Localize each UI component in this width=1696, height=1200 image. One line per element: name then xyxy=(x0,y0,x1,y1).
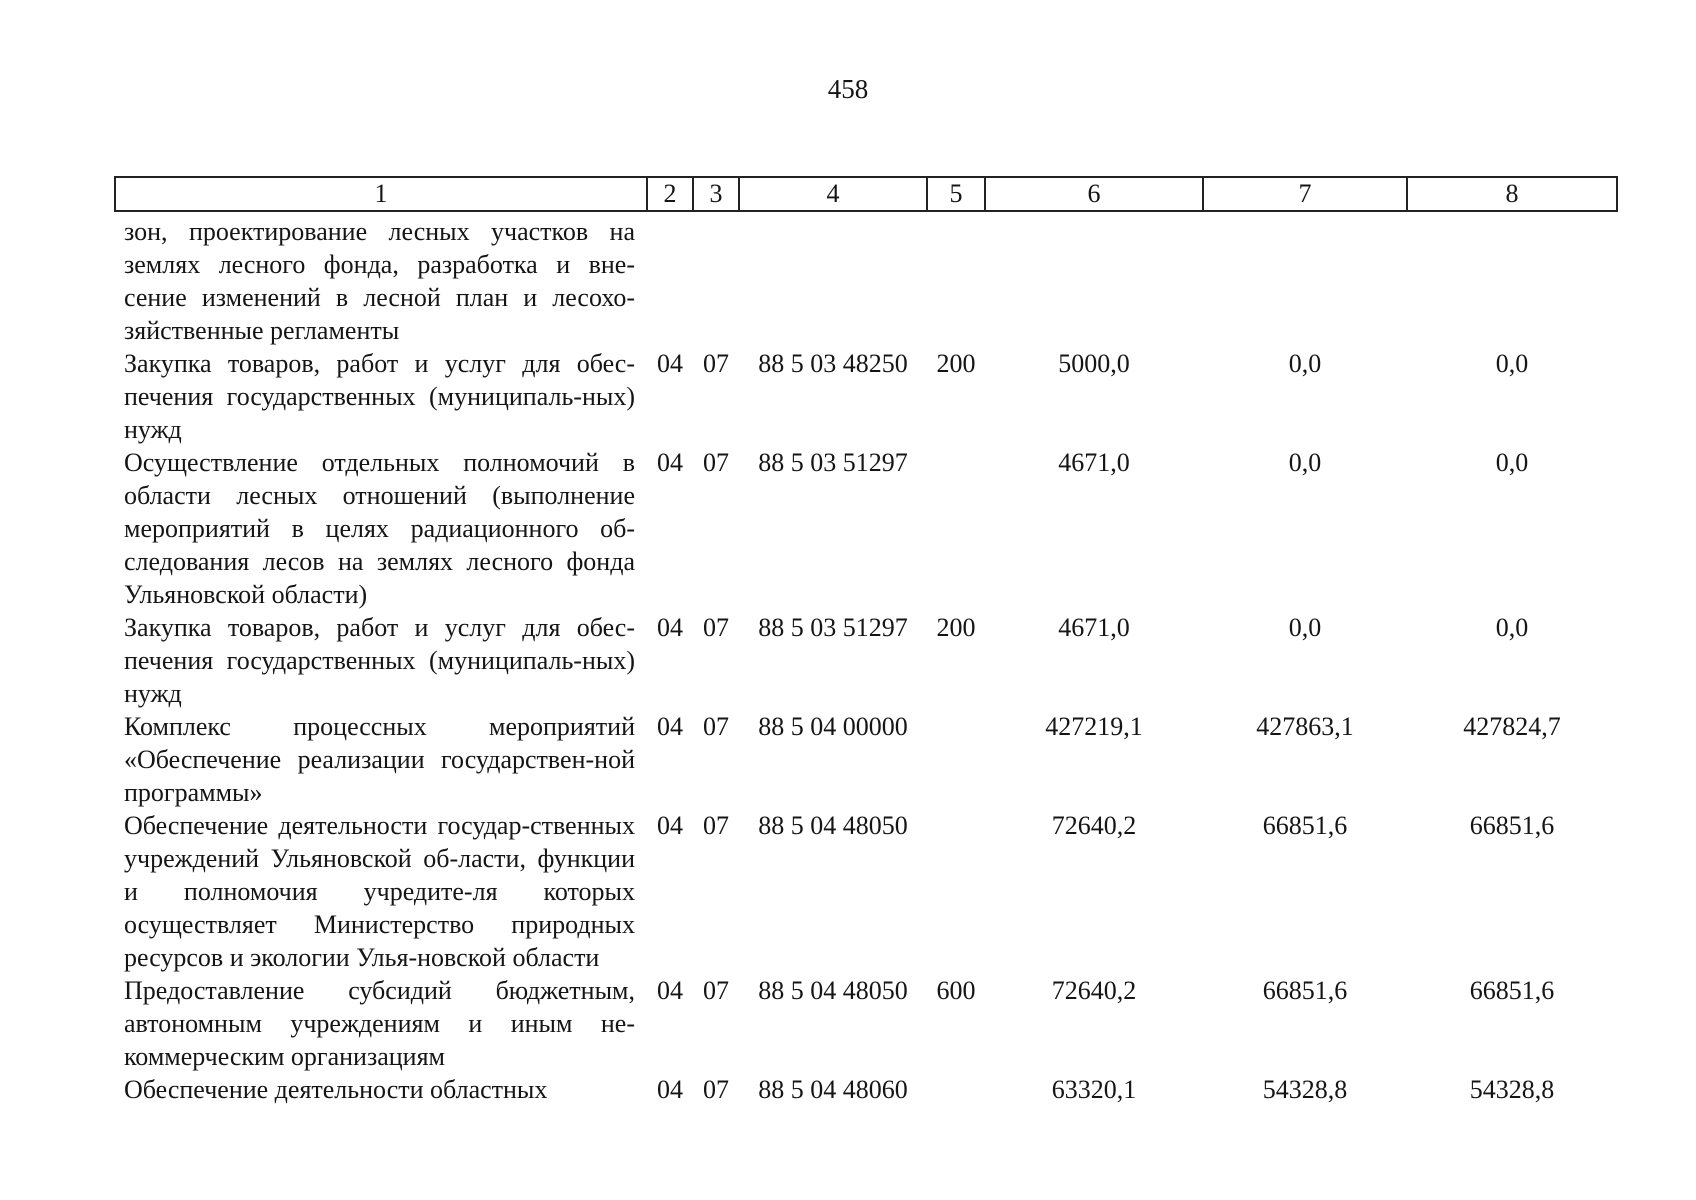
row-amount-2: 427863,1 xyxy=(1256,712,1354,741)
column-header-7: 7 xyxy=(1203,177,1407,211)
table-row xyxy=(115,347,1617,446)
table-row xyxy=(115,1073,1617,1106)
row-amount-3: 66851,6 xyxy=(1469,976,1555,1005)
column-header-5: 5 xyxy=(927,177,985,211)
row-subsection: 07 xyxy=(703,349,729,378)
row-expense-type xyxy=(927,809,985,974)
row-section: 04 xyxy=(657,712,683,741)
row-amount-3: 54328,8 xyxy=(1469,1075,1555,1104)
row-name: Закупка товаров, работ и услуг для обес-печения государственных (муниципаль-ных) нужд xyxy=(124,613,635,708)
table-row xyxy=(115,215,1617,347)
table-row xyxy=(115,710,1617,809)
row-amount-1: 72640,2 xyxy=(1051,811,1137,840)
row-amount-3 xyxy=(1407,215,1617,347)
table-row xyxy=(115,446,1617,611)
row-amount-3: 66851,6 xyxy=(1469,811,1555,840)
row-target-code xyxy=(739,215,927,347)
page-number: 458 xyxy=(827,74,869,104)
column-header-6: 6 xyxy=(985,177,1203,211)
row-amount-1: 63320,1 xyxy=(1051,1075,1137,1104)
row-section: 04 xyxy=(657,349,683,378)
row-expense-type xyxy=(927,1073,985,1106)
row-subsection: 07 xyxy=(703,613,729,642)
row-name: Комплекс процессных мероприятий «Обеспечение реализации государствен-ной программы» xyxy=(124,712,635,807)
row-target-code: 88 5 04 48050 xyxy=(758,811,908,840)
table-row xyxy=(115,809,1617,974)
row-subsection: 07 xyxy=(703,712,729,741)
row-name: Закупка товаров, работ и услуг для обес-печения государственных (муниципаль-ных) нужд xyxy=(124,349,635,444)
row-section: 04 xyxy=(657,448,683,477)
row-name: зон, проектирование лесных участков на землях лесного фонда, разработка и вне-сение изменений в лесной план и лесохо-зяйственные регламенты xyxy=(124,217,635,345)
row-name: Обеспечение деятельности областных xyxy=(124,1075,548,1104)
row-subsection: 07 xyxy=(703,976,729,1005)
header-row xyxy=(115,177,1617,211)
row-amount-1 xyxy=(985,215,1203,347)
column-header-2: 2 xyxy=(647,177,693,211)
row-target-code: 88 5 04 48050 xyxy=(758,976,908,1005)
column-header-8: 8 xyxy=(1407,177,1617,211)
row-name: Обеспечение деятельности государ-ственных учреждений Ульяновской об-ласти, функции и полномочия учредите-ля которых осуществляет Министерство природных ресурсов и экологии Улья-новской области xyxy=(124,811,635,972)
row-subsection: 07 xyxy=(703,1075,729,1104)
row-target-code: 88 5 03 51297 xyxy=(758,613,908,642)
row-name: Предоставление субсидий бюджетным, автономным учреждениям и иным не-коммерческим организациям xyxy=(124,976,635,1071)
row-section: 04 xyxy=(657,976,683,1005)
row-amount-2: 0,0 xyxy=(1288,448,1322,477)
row-expense-type xyxy=(927,215,985,347)
row-section: 04 xyxy=(657,613,683,642)
row-amount-2: 54328,8 xyxy=(1262,1075,1348,1104)
row-amount-3: 0,0 xyxy=(1495,613,1529,642)
row-amount-1: 72640,2 xyxy=(1051,976,1137,1005)
row-section: 04 xyxy=(657,1075,683,1104)
row-subsection: 07 xyxy=(703,811,729,840)
table-row xyxy=(115,611,1617,710)
row-target-code: 88 5 04 48060 xyxy=(758,1075,908,1104)
row-expense-type: 200 xyxy=(936,349,976,378)
row-amount-2: 0,0 xyxy=(1288,349,1322,378)
row-target-code: 88 5 03 51297 xyxy=(758,448,908,477)
row-section xyxy=(647,215,693,347)
row-amount-3: 0,0 xyxy=(1495,349,1529,378)
row-target-code: 88 5 04 00000 xyxy=(758,712,908,741)
row-subsection xyxy=(693,215,739,347)
row-name: Осуществление отдельных полномочий в области лесных отношений (выполнение мероприятий в целях радиационного об-следования лесов на землях лесного фонда Ульяновской области) xyxy=(124,448,635,609)
row-amount-1: 4671,0 xyxy=(1058,613,1130,642)
budget-table xyxy=(114,176,1618,1106)
row-amount-1: 4671,0 xyxy=(1058,448,1130,477)
row-expense-type: 200 xyxy=(936,613,976,642)
row-amount-2 xyxy=(1203,215,1407,347)
row-target-code: 88 5 03 48250 xyxy=(758,349,908,378)
row-amount-2: 0,0 xyxy=(1288,613,1322,642)
table-row xyxy=(115,974,1617,1073)
row-expense-type xyxy=(927,710,985,809)
row-amount-3: 427824,7 xyxy=(1463,712,1561,741)
row-amount-1: 5000,0 xyxy=(1058,349,1130,378)
row-amount-3: 0,0 xyxy=(1495,448,1529,477)
row-amount-2: 66851,6 xyxy=(1262,811,1348,840)
row-subsection: 07 xyxy=(703,448,729,477)
row-amount-1: 427219,1 xyxy=(1045,712,1143,741)
column-header-1: 1 xyxy=(115,177,647,211)
column-header-4: 4 xyxy=(739,177,927,211)
row-expense-type: 600 xyxy=(936,976,976,1005)
column-header-3: 3 xyxy=(693,177,739,211)
row-expense-type xyxy=(927,446,985,611)
row-amount-2: 66851,6 xyxy=(1262,976,1348,1005)
row-section: 04 xyxy=(657,811,683,840)
